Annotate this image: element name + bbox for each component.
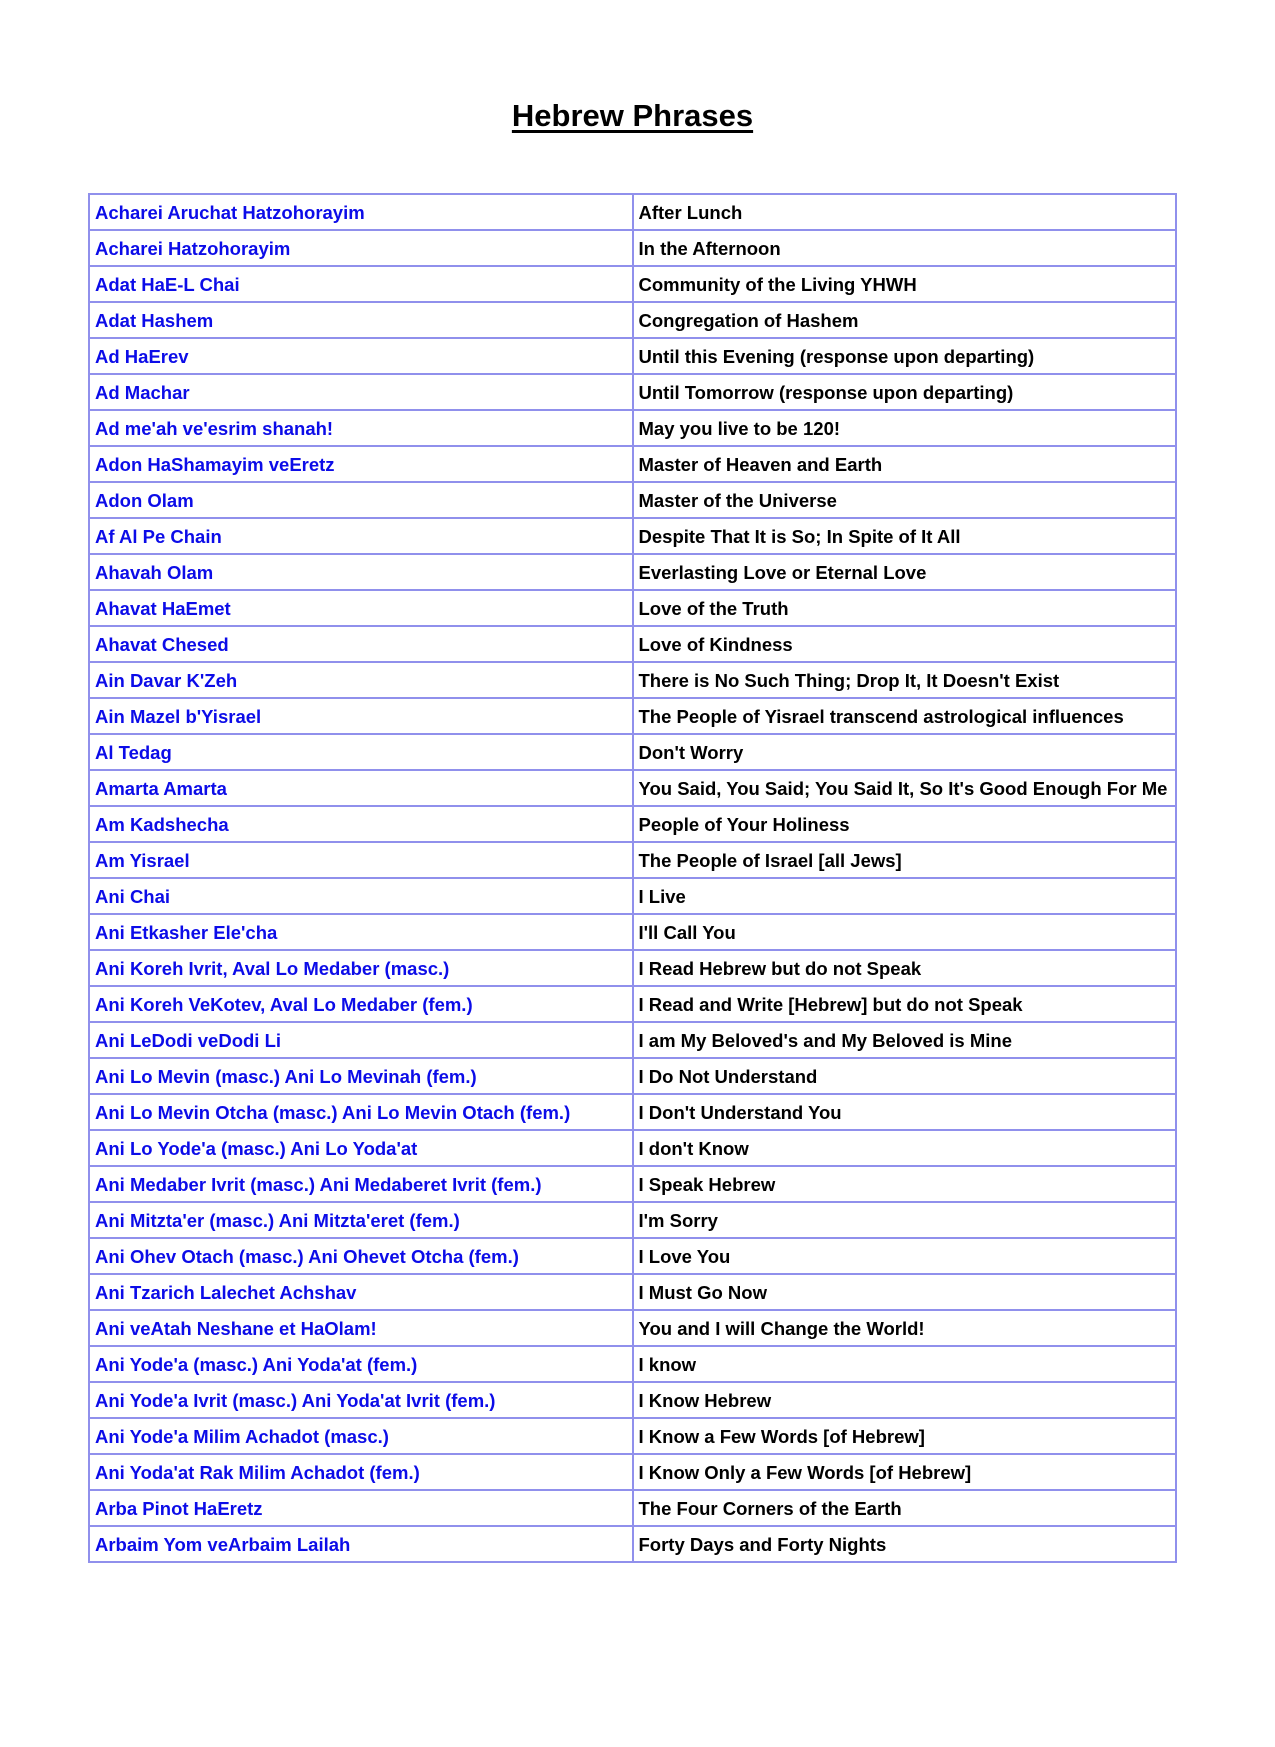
- english-translation-cell: I Know Hebrew: [633, 1382, 1177, 1418]
- english-translation-cell: Master of Heaven and Earth: [633, 446, 1177, 482]
- hebrew-phrase-cell: Ani Koreh VeKotev, Aval Lo Medaber (fem.): [89, 986, 633, 1022]
- hebrew-phrase-cell: Adat Hashem: [89, 302, 633, 338]
- hebrew-phrase-cell: Ahavat Chesed: [89, 626, 633, 662]
- hebrew-phrase-cell: Acharei Hatzohorayim: [89, 230, 633, 266]
- english-translation-cell: In the Afternoon: [633, 230, 1177, 266]
- table-row: [89, 518, 1176, 554]
- hebrew-phrase-cell: Ani Yode'a Milim Achadot (masc.): [89, 1418, 633, 1454]
- hebrew-phrase-cell: Ad HaErev: [89, 338, 633, 374]
- phrases-table-body: [89, 194, 1176, 1562]
- hebrew-phrase-cell: Al Tedag: [89, 734, 633, 770]
- english-translation-cell: I Do Not Understand: [633, 1058, 1177, 1094]
- english-translation-cell: Forty Days and Forty Nights: [633, 1526, 1177, 1562]
- english-translation-cell: I am My Beloved's and My Beloved is Mine: [633, 1022, 1177, 1058]
- hebrew-phrase-cell: Ani Mitzta'er (masc.) Ani Mitzta'eret (fem.): [89, 1202, 633, 1238]
- hebrew-phrase-cell: Ani Medaber Ivrit (masc.) Ani Medaberet Ivrit (fem.): [89, 1166, 633, 1202]
- english-translation-cell: You and I will Change the World!: [633, 1310, 1177, 1346]
- hebrew-phrase-cell: Ani Yode'a Ivrit (masc.) Ani Yoda'at Ivrit (fem.): [89, 1382, 633, 1418]
- english-translation-cell: I'm Sorry: [633, 1202, 1177, 1238]
- hebrew-phrase-cell: Ahavat HaEmet: [89, 590, 633, 626]
- english-translation-cell: I Must Go Now: [633, 1274, 1177, 1310]
- table-row: [89, 1382, 1176, 1418]
- table-row: [89, 986, 1176, 1022]
- english-translation-cell: The People of Yisrael transcend astrological influences: [633, 698, 1177, 734]
- table-row: [89, 770, 1176, 806]
- table-row: [89, 1130, 1176, 1166]
- table-row: [89, 1418, 1176, 1454]
- hebrew-phrase-cell: Ad Machar: [89, 374, 633, 410]
- hebrew-phrase-cell: Acharei Aruchat Hatzohorayim: [89, 194, 633, 230]
- hebrew-phrase-cell: Ani Yode'a (masc.) Ani Yoda'at (fem.): [89, 1346, 633, 1382]
- english-translation-cell: People of Your Holiness: [633, 806, 1177, 842]
- table-row: [89, 1094, 1176, 1130]
- table-row: [89, 374, 1176, 410]
- table-row: [89, 230, 1176, 266]
- table-row: [89, 842, 1176, 878]
- table-row: [89, 1022, 1176, 1058]
- table-row: [89, 1454, 1176, 1490]
- page-title: Hebrew Phrases: [511, 98, 754, 133]
- document-page: [88, 97, 1177, 1563]
- table-row: [89, 410, 1176, 446]
- table-row: [89, 554, 1176, 590]
- table-row: [89, 590, 1176, 626]
- table-row: [89, 806, 1176, 842]
- english-translation-cell: I know: [633, 1346, 1177, 1382]
- english-translation-cell: Until this Evening (response upon departing): [633, 338, 1177, 374]
- hebrew-phrase-cell: Ani Lo Mevin (masc.) Ani Lo Mevinah (fem.): [89, 1058, 633, 1094]
- table-row: [89, 698, 1176, 734]
- english-translation-cell: I Love You: [633, 1238, 1177, 1274]
- hebrew-phrase-cell: Ani Chai: [89, 878, 633, 914]
- hebrew-phrase-cell: Ani Tzarich Lalechet Achshav: [89, 1274, 633, 1310]
- english-translation-cell: You Said, You Said; You Said It, So It's Good Enough For Me: [633, 770, 1177, 806]
- hebrew-phrase-cell: Ani Etkasher Ele'cha: [89, 914, 633, 950]
- hebrew-phrase-cell: Arba Pinot HaEretz: [89, 1490, 633, 1526]
- table-row: [89, 1274, 1176, 1310]
- table-row: [89, 1058, 1176, 1094]
- hebrew-phrase-cell: Ani Yoda'at Rak Milim Achadot (fem.): [89, 1454, 633, 1490]
- hebrew-phrase-cell: Ain Mazel b'Yisrael: [89, 698, 633, 734]
- english-translation-cell: Love of Kindness: [633, 626, 1177, 662]
- table-row: [89, 338, 1176, 374]
- table-row: [89, 194, 1176, 230]
- table-row: [89, 266, 1176, 302]
- english-translation-cell: I'll Call You: [633, 914, 1177, 950]
- table-row: [89, 302, 1176, 338]
- table-row: [89, 1526, 1176, 1562]
- table-row: [89, 1346, 1176, 1382]
- english-translation-cell: Until Tomorrow (response upon departing): [633, 374, 1177, 410]
- hebrew-phrase-cell: Am Kadshecha: [89, 806, 633, 842]
- english-translation-cell: Love of the Truth: [633, 590, 1177, 626]
- table-row: [89, 950, 1176, 986]
- hebrew-phrase-cell: Adon Olam: [89, 482, 633, 518]
- english-translation-cell: I Don't Understand You: [633, 1094, 1177, 1130]
- hebrew-phrase-cell: Ain Davar K'Zeh: [89, 662, 633, 698]
- english-translation-cell: Master of the Universe: [633, 482, 1177, 518]
- english-translation-cell: There is No Such Thing; Drop It, It Doesn't Exist: [633, 662, 1177, 698]
- table-row: [89, 1490, 1176, 1526]
- hebrew-phrase-cell: Ani Lo Yode'a (masc.) Ani Lo Yoda'at: [89, 1130, 633, 1166]
- english-translation-cell: I Speak Hebrew: [633, 1166, 1177, 1202]
- hebrew-phrase-cell: Ani Ohev Otach (masc.) Ani Ohevet Otcha (fem.): [89, 1238, 633, 1274]
- english-translation-cell: Community of the Living YHWH: [633, 266, 1177, 302]
- english-translation-cell: Don't Worry: [633, 734, 1177, 770]
- hebrew-phrase-cell: Am Yisrael: [89, 842, 633, 878]
- hebrew-phrase-cell: Ani Koreh Ivrit, Aval Lo Medaber (masc.): [89, 950, 633, 986]
- english-translation-cell: Despite That It is So; In Spite of It All: [633, 518, 1177, 554]
- english-translation-cell: I Know Only a Few Words [of Hebrew]: [633, 1454, 1177, 1490]
- table-row: [89, 662, 1176, 698]
- table-row: [89, 446, 1176, 482]
- hebrew-phrase-cell: Ahavah Olam: [89, 554, 633, 590]
- table-row: [89, 626, 1176, 662]
- english-translation-cell: Congregation of Hashem: [633, 302, 1177, 338]
- hebrew-phrase-cell: Ani LeDodi veDodi Li: [89, 1022, 633, 1058]
- english-translation-cell: The People of Israel [all Jews]: [633, 842, 1177, 878]
- english-translation-cell: I Read and Write [Hebrew] but do not Speak: [633, 986, 1177, 1022]
- table-row: [89, 734, 1176, 770]
- hebrew-phrase-cell: Adat HaE-L Chai: [89, 266, 633, 302]
- table-row: [89, 878, 1176, 914]
- english-translation-cell: The Four Corners of the Earth: [633, 1490, 1177, 1526]
- table-row: [89, 1166, 1176, 1202]
- table-row: [89, 1310, 1176, 1346]
- english-translation-cell: After Lunch: [633, 194, 1177, 230]
- english-translation-cell: May you live to be 120!: [633, 410, 1177, 446]
- table-row: [89, 1202, 1176, 1238]
- english-translation-cell: I don't Know: [633, 1130, 1177, 1166]
- table-row: [89, 482, 1176, 518]
- phrases-table: [88, 193, 1177, 1563]
- table-row: [89, 914, 1176, 950]
- table-row: [89, 1238, 1176, 1274]
- english-translation-cell: Everlasting Love or Eternal Love: [633, 554, 1177, 590]
- hebrew-phrase-cell: Arbaim Yom veArbaim Lailah: [89, 1526, 633, 1562]
- hebrew-phrase-cell: Ani Lo Mevin Otcha (masc.) Ani Lo Mevin Otach (fem.): [89, 1094, 633, 1130]
- hebrew-phrase-cell: Ani veAtah Neshane et HaOlam!: [89, 1310, 633, 1346]
- english-translation-cell: I Know a Few Words [of Hebrew]: [633, 1418, 1177, 1454]
- hebrew-phrase-cell: Adon HaShamayim veEretz: [89, 446, 633, 482]
- hebrew-phrase-cell: Ad me'ah ve'esrim shanah!: [89, 410, 633, 446]
- hebrew-phrase-cell: Amarta Amarta: [89, 770, 633, 806]
- hebrew-phrase-cell: Af Al Pe Chain: [89, 518, 633, 554]
- english-translation-cell: I Live: [633, 878, 1177, 914]
- english-translation-cell: I Read Hebrew but do not Speak: [633, 950, 1177, 986]
